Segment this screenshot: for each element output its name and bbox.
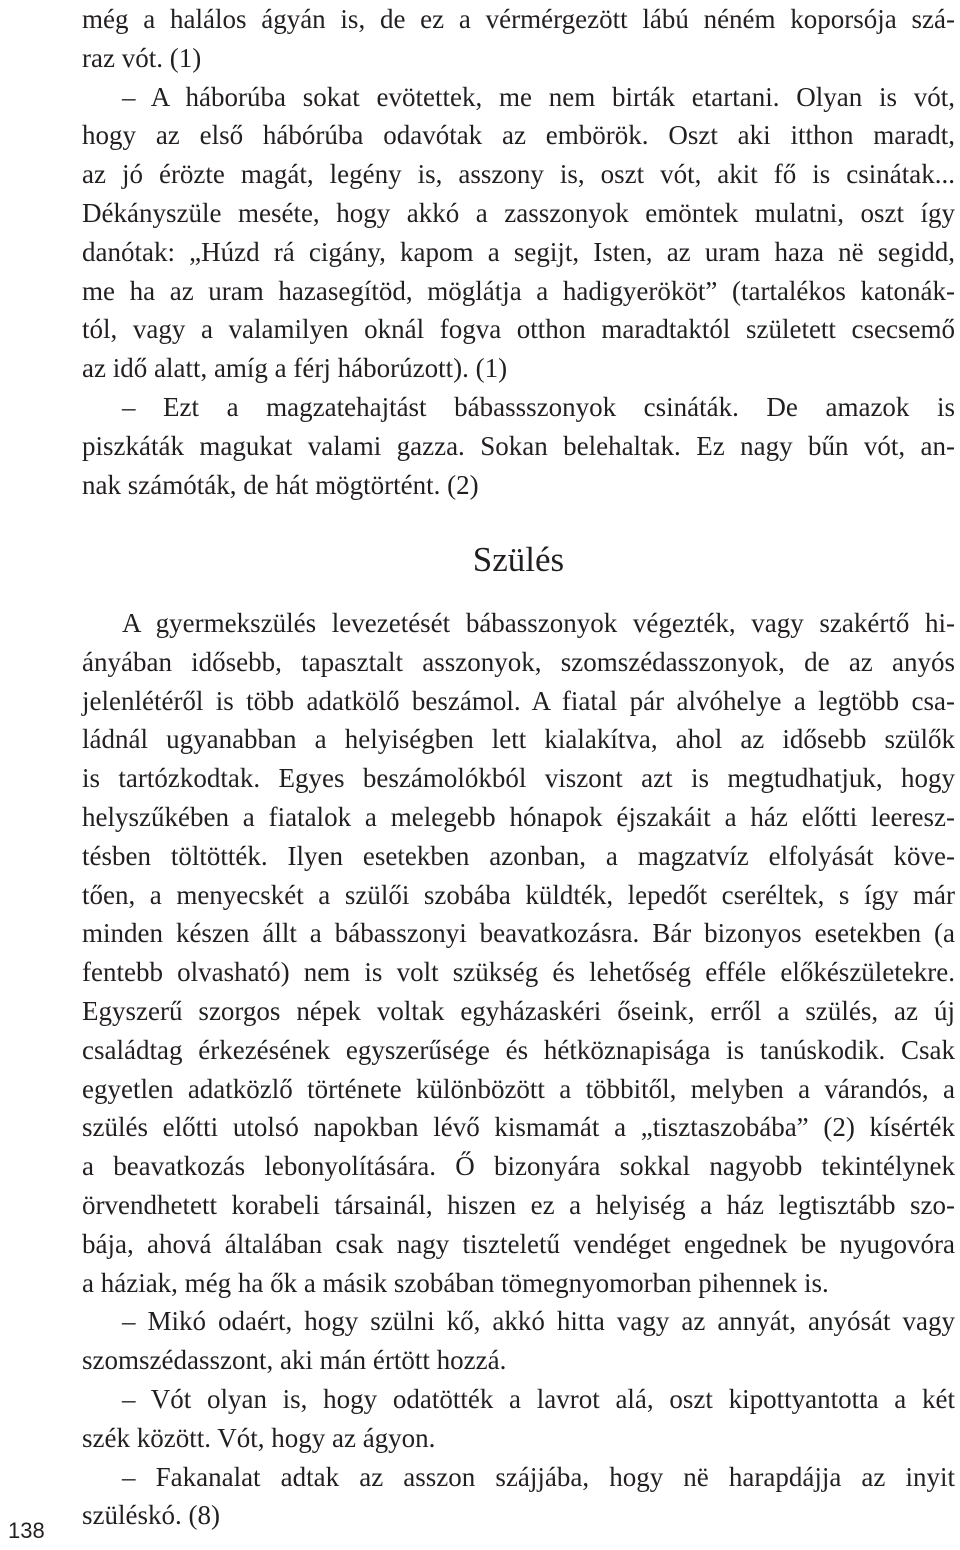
text-line: – Mikó odaért, hogy szülni kő, akkó hitta vagy az annyát, anyósát vagy bbox=[122, 1306, 955, 1337]
text-line: helyszűkében a fiatalok a melegebb hónapok éjszakáit a ház előtti leeresz- bbox=[82, 801, 955, 832]
text-line: az jó érözte magát, legény is, asszony is, oszt vót, akit fő is csinátak... bbox=[82, 159, 955, 190]
text-line: tésben töltötték. Ilyen esetekben azonban, a magzatvíz elfolyását köve- bbox=[82, 840, 955, 871]
text-line: hogy az első hábórúba odavótak az embörök. Oszt aki itthon maradt, bbox=[82, 120, 955, 151]
text-line: bája, ahová általában csak nagy tiszteletű vendéget engednek be nyugovóra bbox=[82, 1228, 955, 1259]
text-line: szék között. Vót, hogy az ágyon. bbox=[82, 1422, 436, 1453]
text-line: A gyermekszülés levezetését bábasszonyok végezték, vagy szakértő hi- bbox=[122, 608, 955, 638]
text-line: szüléskó. (8) bbox=[82, 1500, 220, 1531]
text-line: – A háborúba sokat evötettek, me nem birták etartani. Olyan is vót, bbox=[122, 81, 955, 112]
text-line: szülés előtti utolsó napokban lévő kismamát a „tisztaszobába” (2) kísérték bbox=[82, 1112, 955, 1143]
text-line: – Vót olyan is, hogy odatötték a lavrot alá, oszt kipottyantotta a két bbox=[122, 1383, 955, 1414]
text-line: me ha az uram hazasegítöd, möglátja a hadigyerököt” (tartalékos katonák- bbox=[82, 275, 955, 306]
section-heading: Szülés bbox=[472, 540, 565, 579]
text-line: is tartózkodtak. Egyes beszámolókból viszont azt is megtudhatjuk, hogy bbox=[82, 763, 955, 794]
text-line: ányában idősebb, tapasztalt asszonyok, szomszédasszonyok, de az anyós bbox=[82, 646, 955, 677]
text-line: fentebb olvasható) nem is volt szükség és lehetőség efféle előkészületekre. bbox=[82, 957, 955, 988]
text-line: Dékányszüle meséte, hogy akkó a zasszonyok emöntek mulatni, oszt így bbox=[82, 197, 955, 228]
text-line: – Fakanalat adtak az asszon szájjába, hogy në harapdájja az inyit bbox=[122, 1461, 955, 1492]
text-line: minden készen állt a bábasszonyi beavatkozásra. Bár bizonyos esetekben (a bbox=[82, 918, 955, 949]
text-line: danótak: „Húzd rá cigány, kapom a segijt, Isten, az uram haza në segidd, bbox=[82, 236, 955, 267]
text-line: jelenlétéről is több adatkölő beszámol. A fiatal pár alvóhelye a legtöbb csa- bbox=[82, 685, 955, 716]
text-line: tően, a menyecskét a szülői szobába küldték, lepedőt cseréltek, s így már bbox=[82, 879, 955, 910]
text-line: szomszédasszont, aki mán értött hozzá. bbox=[82, 1345, 507, 1376]
text-line: az idő alatt, amíg a férj háborúzott). (1) bbox=[82, 353, 508, 384]
text-line: még a halálos ágyán is, de ez a vérmérgezött lábú néném koporsója szá- bbox=[82, 4, 955, 34]
page-number: 138 bbox=[8, 1518, 45, 1543]
text-line: egyetlen adatközlő története különbözött a többitől, melyben a várandós, a bbox=[82, 1073, 955, 1104]
section-body bbox=[82, 604, 955, 1535]
text-line: nak számóták, de hát mögtörtént. (2) bbox=[82, 469, 479, 500]
text-line: tól, vagy a valamilyen oknál fogva otthon maradtaktól született csecsemő bbox=[82, 314, 955, 345]
text-line: piszkáták magukat valami gazza. Sokan belehaltak. Ez nagy bűn vót, an- bbox=[82, 430, 955, 461]
text-line: ládnál ugyanabban a helyiségben lett kialakítva, ahol az idősebb szülők bbox=[82, 724, 955, 755]
text-line: örvendhetett korabeli társainál, hiszen ez a helyiség a ház legtisztább szo- bbox=[82, 1189, 955, 1220]
text-line: raz vót. (1) bbox=[82, 42, 202, 73]
text-line: családtag érkezésének egyszerűsége és hétköznapisága is tanúskodik. Csak bbox=[82, 1034, 955, 1065]
text-line: a beavatkozás lebonyolítására. Ő bizonyára sokkal nagyobb tekintélynek bbox=[82, 1151, 955, 1182]
text-line: – Ezt a magzatehajtást bábassszonyok csináták. De amazok is bbox=[122, 391, 955, 422]
text-line: a háziak, még ha ők a másik szobában tömegnyomorban pihennek is. bbox=[82, 1267, 829, 1298]
interview-excerpt bbox=[82, 0, 955, 504]
text-line: Egyszerű szorgos népek voltak egyházaskéri őseink, erről a szülés, az új bbox=[82, 995, 955, 1026]
